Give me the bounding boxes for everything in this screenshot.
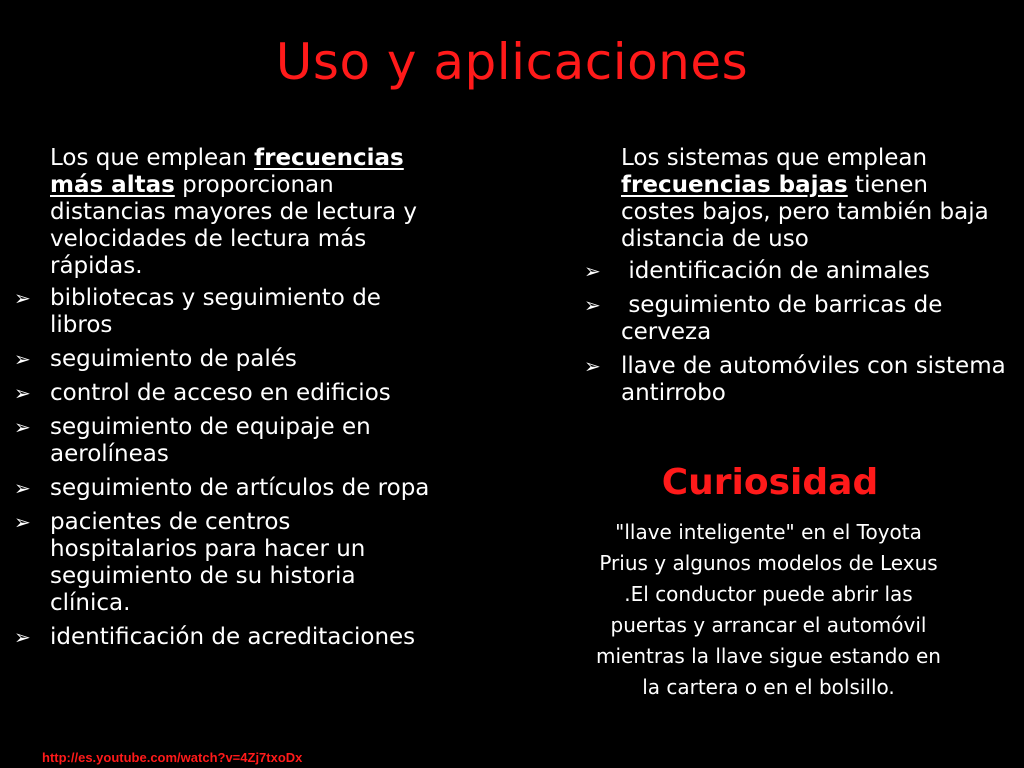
intro-text-before: Los sistemas que emplean — [621, 145, 928, 171]
list-item — [14, 285, 439, 339]
low-frequency-keyword: frecuencias bajas — [621, 172, 848, 198]
curiosity-heading: Curiosidad — [661, 462, 879, 503]
arrowhead-bullet-icon: ➢ — [584, 293, 601, 317]
list-item — [14, 624, 439, 651]
slide-title: Uso y aplicaciones — [275, 33, 749, 91]
low-frequency-intro — [584, 145, 1009, 253]
arrowhead-bullet-icon: ➢ — [14, 625, 31, 649]
list-item — [14, 380, 439, 407]
low-frequency-list — [584, 258, 1009, 407]
arrowhead-bullet-icon: ➢ — [14, 286, 31, 310]
arrowhead-bullet-icon: ➢ — [584, 259, 601, 283]
list-item — [14, 414, 439, 468]
list-item-text: bibliotecas y seguimiento de libros — [50, 285, 381, 338]
list-item — [584, 353, 1009, 407]
right-column — [584, 145, 1009, 414]
youtube-link[interactable]: http://es.youtube.com/watch?v=4Zj7txoDx — [42, 750, 303, 765]
list-item — [584, 258, 1009, 285]
list-item — [584, 292, 1009, 346]
arrowhead-bullet-icon: ➢ — [14, 347, 31, 371]
high-frequency-list — [14, 285, 439, 651]
list-item-text: seguimiento de barricas de cerveza — [621, 292, 950, 345]
list-item-text: control de acceso en edificios — [50, 380, 391, 406]
arrowhead-bullet-icon: ➢ — [14, 415, 31, 439]
arrowhead-bullet-icon: ➢ — [584, 354, 601, 378]
list-item — [14, 475, 439, 502]
intro-text-after: proporcionan distancias mayores de lectura y velocidades de lectura más rápidas. — [50, 172, 417, 279]
arrowhead-bullet-icon: ➢ — [14, 510, 31, 534]
list-item-text: identificación de acreditaciones — [50, 624, 416, 650]
list-item-text: seguimiento de equipaje en aerolíneas — [50, 414, 371, 467]
left-column — [14, 145, 439, 658]
list-item — [14, 509, 439, 617]
list-item-text: pacientes de centros hospitalarios para hacer un seguimiento de su historia clínica. — [50, 509, 366, 616]
list-item — [14, 346, 439, 373]
arrowhead-bullet-icon: ➢ — [14, 476, 31, 500]
list-item-text: seguimiento de artículos de ropa — [50, 475, 430, 501]
list-item-text: seguimiento de palés — [50, 346, 297, 372]
high-frequency-keyword: frecuencias más altas — [50, 145, 404, 198]
intro-text-after: tienen costes bajos, pero también baja distancia de uso — [621, 172, 989, 252]
curiosity-text: "llave inteligente" en el Toyota Prius y algunos modelos de Lexus .El conductor puede abrir las puertas y arrancar el automóvil mientras la llave sigue estando en la cartera o en el bolsillo. — [596, 520, 941, 699]
list-item-text: llave de automóviles con sistema antirrobo — [621, 353, 1006, 406]
high-frequency-intro — [14, 145, 439, 280]
arrowhead-bullet-icon: ➢ — [14, 381, 31, 405]
list-item-text: identificación de animales — [621, 258, 930, 284]
intro-text-before: Los que emplean — [50, 145, 255, 171]
